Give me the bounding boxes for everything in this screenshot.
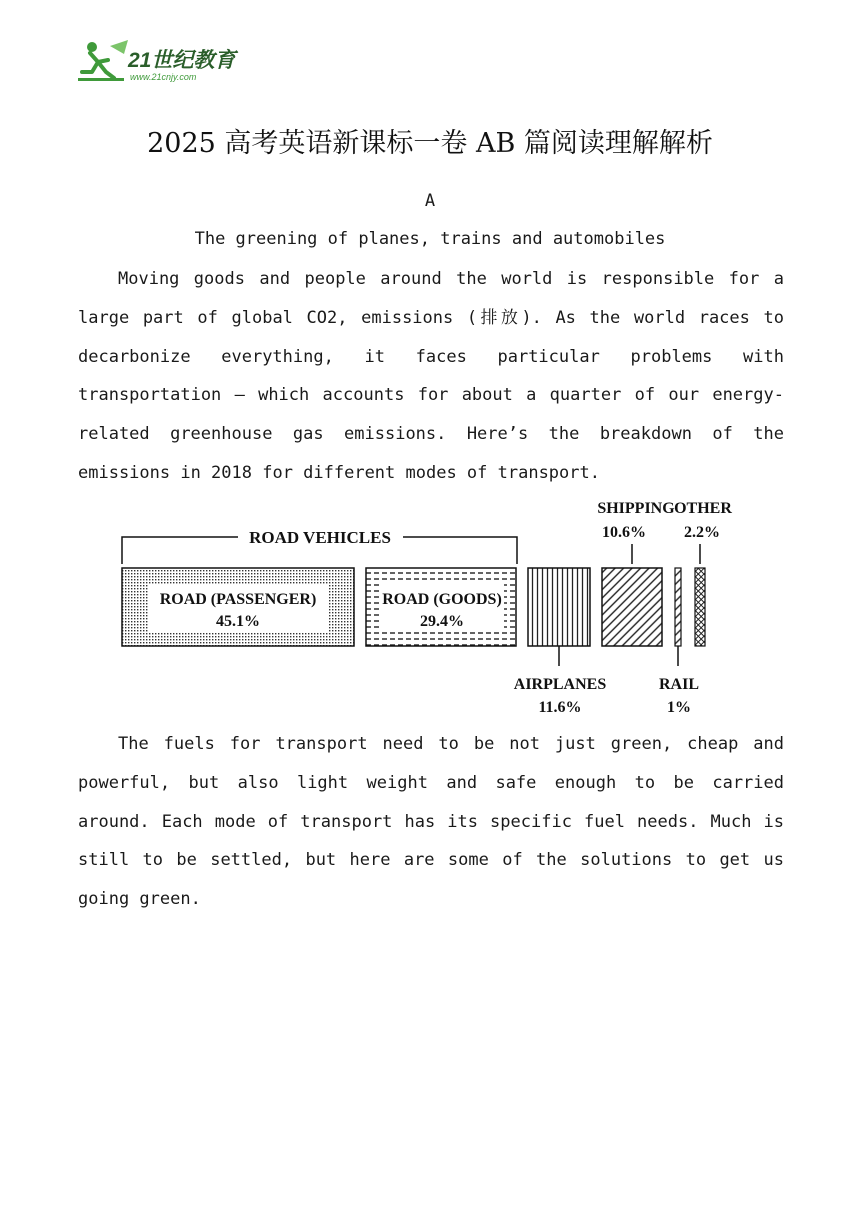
running-man-icon <box>78 40 128 81</box>
bar-rail <box>675 568 681 646</box>
category-label: RAIL <box>658 676 700 693</box>
emissions-chart <box>110 492 750 724</box>
bar-other <box>695 568 705 646</box>
category-label: ROAD (PASSENGER) <box>159 591 317 608</box>
category-label: OTHER <box>674 500 732 517</box>
category-label: SHIPPING <box>597 500 675 517</box>
value-label: 2.2% <box>684 524 720 541</box>
21cnjy-logo <box>78 38 248 84</box>
page-title: 2025 高考英语新课标一卷 AB 篇阅读理解解析 <box>147 128 713 159</box>
group-label: ROAD VEHICLES <box>249 528 391 547</box>
value-label: 10.6% <box>602 524 646 541</box>
value-label: 45.1% <box>216 613 260 630</box>
category-label: ROAD (GOODS) <box>382 591 502 608</box>
section-letter: A <box>424 191 436 211</box>
logo-text: 21世纪教育 <box>128 49 236 72</box>
logo-url: www.21cnjy.com <box>130 72 197 82</box>
value-label: 11.6% <box>538 699 582 716</box>
value-label: 1% <box>667 699 691 716</box>
bar-airplanes <box>528 568 590 646</box>
category-label: AIRPLANES <box>513 676 607 693</box>
bar-shipping <box>602 568 662 646</box>
paragraph: The fuels for transport need to be not just green, cheap and powerful, but also light weight and safe enough to be carried around. Each mode of transport has its specific fuel needs. Much is still to be settled, but here are some of the solutions to get us going green. <box>78 734 784 910</box>
value-label: 29.4% <box>420 613 464 630</box>
article-title: The greening of planes, trains and automobiles <box>194 229 666 249</box>
paragraph: Moving goods and people around the world is responsible for a large part of global CO2, emissions (排放). As the world races to decarbonize everything, it faces particular problems with transportation — which accounts for about a quarter of our energy-related greenhouse gas emissions. Here’s the breakdown of the emissions in 2018 for different modes of transport. <box>78 269 784 483</box>
